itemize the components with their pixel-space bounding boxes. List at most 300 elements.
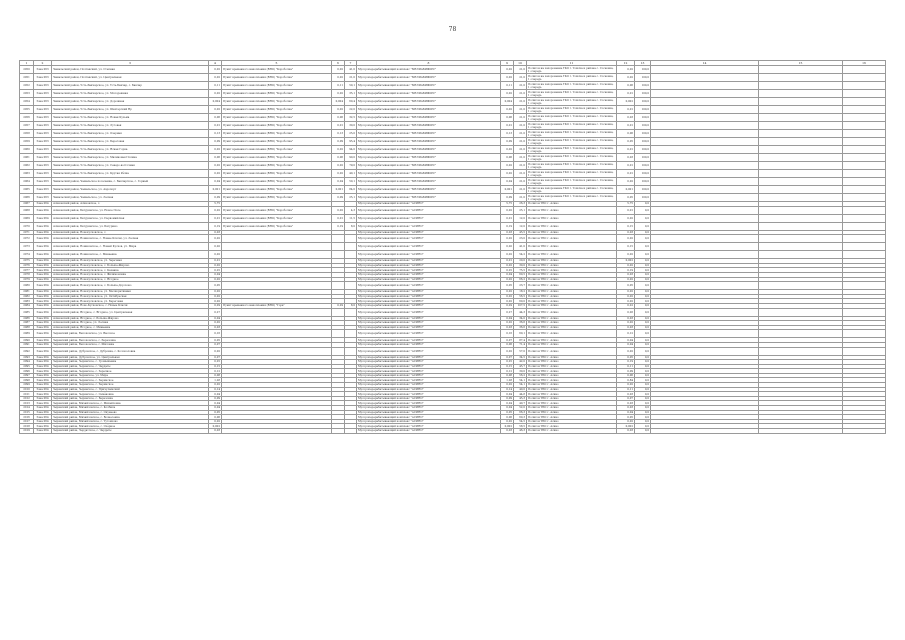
table-cell — [843, 130, 886, 138]
table-cell: Асиновский район, Новиковское, с. Новые Ключи, ул. Лесная — [52, 235, 209, 243]
table-cell: 21,0 — [514, 146, 527, 154]
table-cell: 0,02 — [209, 106, 222, 114]
table-cell: 0,19 — [209, 222, 222, 230]
table-cell: Мусороперерабатывающий комплекс "АСИНО" — [357, 360, 501, 365]
table-cell — [651, 114, 759, 122]
table-cell: Мусороперерабатывающий комплекс "АСИНО" — [357, 347, 501, 355]
table-cell: 2052 — [20, 82, 34, 90]
table-cell: Пункт временного накопления (ВНО) "Коробочка" — [222, 214, 332, 222]
table-cell: 0,01 — [617, 206, 635, 214]
table-cell: 100,0 — [635, 66, 651, 74]
table-cell: 25,1 — [345, 194, 357, 202]
table-cell — [651, 98, 759, 106]
table-cell: Асиновский район, Новиковское, с. Минаевка — [52, 251, 209, 259]
table-cell: 0,09 — [501, 194, 514, 202]
table-cell: 0,02 — [209, 419, 222, 424]
table-cell: Асиновский район, Батуринское, ул. Первомайская — [52, 214, 209, 222]
table-cell: 40,1 — [345, 170, 357, 178]
table-cell: 2092 — [20, 347, 34, 355]
table-cell: 0,0 — [635, 383, 651, 388]
table-cell: 0,05 — [501, 410, 514, 415]
table-cell — [651, 214, 759, 222]
table-cell: Зона 064 — [34, 214, 52, 222]
table-cell: 0,12 — [617, 330, 635, 338]
table-cell: 2095 — [20, 364, 34, 369]
table-cell: Полигон ТБО г. Асино — [527, 308, 617, 316]
table-cell: 5,75 — [501, 202, 514, 207]
table-cell: 0,02 — [501, 251, 514, 259]
table-cell: 0,06 — [617, 82, 635, 90]
table-cell — [759, 90, 843, 98]
table-cell: Зона 064 — [34, 429, 52, 434]
table-cell: Полигон ТБО г. Асино — [527, 259, 617, 264]
table-cell: Зона 064 — [34, 378, 52, 383]
table-cell: 0,02 — [209, 74, 222, 82]
table-cell: 0,0 — [635, 214, 651, 222]
table-cell: 0,02 — [617, 263, 635, 268]
table-cell — [843, 186, 886, 194]
table-cell — [759, 429, 843, 434]
table-cell: 0,04 — [617, 342, 635, 347]
table-cell: 2055 — [20, 106, 34, 114]
table-cell: 0,0 — [635, 396, 651, 401]
table-cell: Мусороперерабатывающий комплекс "АСИНО" — [357, 235, 501, 243]
table-cell: 2080 — [20, 282, 34, 290]
table-cell: 0,15 — [501, 364, 514, 369]
table-cell: 0,02 — [617, 294, 635, 299]
table-cell: 2079 — [20, 277, 34, 282]
table-cell: 0,20 — [209, 243, 222, 251]
table-cell: 0,03 — [501, 325, 514, 330]
table-cell: Полигон на захоронение ТКО г. Томска и района с. Сосновка, 1 очередь — [527, 114, 617, 122]
table-cell: 0,04 — [501, 401, 514, 406]
table-cell: Зона 064 — [34, 330, 52, 338]
table-cell: Зона 064 — [34, 419, 52, 424]
table-cell: 60,0 — [514, 299, 527, 304]
table-cell — [843, 243, 886, 251]
table-cell: 0,09 — [501, 396, 514, 401]
table-cell: Мусороперерабатывающий комплекс "АСИНО" — [357, 415, 501, 420]
table-cell: 2070 — [20, 222, 34, 230]
table-cell: 0,09 — [209, 194, 222, 202]
table-cell: Полигон ТБО г. Асино — [527, 299, 617, 304]
table-cell: Чамальский район, Усть-Бакчарское, ул. Малиновая Поляна — [52, 154, 209, 162]
table-cell — [759, 194, 843, 202]
table-cell — [843, 194, 886, 202]
table-cell: Полигон ТБО г. Асино — [527, 282, 617, 290]
table-cell: Мусороперерабатывающий комплекс "МЕЛИАБИФОРС" — [357, 154, 501, 162]
table-cell: Зона 063 — [34, 154, 52, 162]
table-cell — [843, 222, 886, 230]
table-cell: 0,0 — [635, 330, 651, 338]
table-cell: 90,0 — [345, 154, 357, 162]
table-cell: 0,0 — [635, 202, 651, 207]
table-cell: Зона 063 — [34, 186, 52, 194]
table-cell: 0,02 — [617, 277, 635, 282]
table-cell: Полигон ТБО г. Асино — [527, 277, 617, 282]
table-cell: Мусороперерабатывающий комплекс "АСИНО" — [357, 410, 501, 415]
table-cell: Мусороперерабатывающий комплекс "АСИНО" — [357, 268, 501, 273]
table-cell: 0,01 — [617, 122, 635, 130]
table-cell: Полигон на захоронение ТКО г. Томска и района с. Сосновка, 1 очередь — [527, 90, 617, 98]
column-number: 9 — [501, 61, 514, 66]
table-cell: Зона 064 — [34, 303, 52, 308]
table-cell: 2073 — [20, 243, 34, 251]
column-number: 7 — [345, 61, 357, 66]
table-cell — [222, 251, 332, 259]
table-cell: 0,03 — [617, 316, 635, 321]
table-cell: Пункт временного накопления (ВНО) "Коробочка" — [222, 206, 332, 214]
table-cell: 0,02 — [209, 66, 222, 74]
table-cell: Асиновский район, Новокусковское, с. Больше-Дорохово — [52, 282, 209, 290]
table-cell: 21,0 — [514, 122, 527, 130]
table-cell: Мусороперерабатывающий комплекс "АСИНО" — [357, 387, 501, 392]
table-cell: 0,04 — [617, 410, 635, 415]
table-row — [20, 214, 886, 222]
table-cell: 8,0 — [345, 222, 357, 230]
table-cell: 2059 — [20, 138, 34, 146]
table-cell: 0,06 — [332, 154, 345, 162]
table-cell — [759, 330, 843, 338]
table-cell: 87,4 — [514, 338, 527, 343]
table-cell: 0,0 — [635, 277, 651, 282]
table-cell — [843, 138, 886, 146]
table-cell: 0,02 — [501, 299, 514, 304]
table-row — [20, 162, 886, 170]
table-row — [20, 235, 886, 243]
table-cell: Зырянский район, Высоковское, ул. Высокое — [52, 330, 209, 338]
table-cell: Полигон ТБО г. Асино — [527, 268, 617, 273]
table-cell: Мусороперерабатывающий комплекс "АСИНО" — [357, 325, 501, 330]
table-cell: Зона 063 — [34, 194, 52, 202]
table-cell: Мусороперерабатывающий комплекс "АСИНО" — [357, 429, 501, 434]
table-cell: 0,02 — [332, 170, 345, 178]
table-cell: 2109 — [20, 429, 34, 434]
table-cell: 0,25 — [209, 268, 222, 273]
table-cell — [843, 347, 886, 355]
table-cell: Асиновский район, Новиковское, с. Новый Кусков, ул. Мира — [52, 243, 209, 251]
table-cell: 0,09 — [501, 138, 514, 146]
table-cell: 0,02 — [209, 290, 222, 295]
table-cell: Пункт временного накопления (ВНО) "Коробочка" — [222, 162, 332, 170]
table-cell: Полигон на захоронение ТКО г. Томска и района с. Сосновка, 1 очередь — [527, 106, 617, 114]
table-cell: 0,15 — [209, 364, 222, 369]
table-cell: 60,3 — [514, 415, 527, 420]
table-cell: Мусороперерабатывающий комплекс "АСИНО" — [357, 303, 501, 308]
table-cell: 100,0 — [635, 74, 651, 82]
table-cell — [759, 122, 843, 130]
table-cell — [759, 347, 843, 355]
table-cell: Зона 063 — [34, 82, 52, 90]
table-cell: 0,05 — [501, 282, 514, 290]
table-cell: 0,02 — [332, 90, 345, 98]
table-cell: 0,0 — [635, 235, 651, 243]
table-cell: 0,29 — [501, 303, 514, 308]
table-cell — [843, 90, 886, 98]
table-cell — [843, 170, 886, 178]
table-cell: Зона 064 — [34, 364, 52, 369]
column-number: 12 — [617, 61, 635, 66]
table-cell: 0,29 — [209, 303, 222, 308]
table-row — [20, 114, 886, 122]
table-cell — [332, 330, 345, 338]
table-cell: 2067 — [20, 202, 34, 207]
table-cell: 2051 — [20, 74, 34, 82]
table-cell: Мусороперерабатывающий комплекс "АСИНО" — [357, 424, 501, 429]
table-cell: 95,4 — [345, 138, 357, 146]
table-cell: 0,02 — [501, 106, 514, 114]
table-cell — [759, 222, 843, 230]
table-cell: 8,0 — [345, 303, 357, 308]
table-cell — [843, 74, 886, 82]
table-cell — [651, 74, 759, 82]
table-cell: Чамальский район, Усть-Бакчарское, ул. Дорожная — [52, 98, 209, 106]
table-cell: Асиновский район, Новокусковское, ул. Октябрьская — [52, 294, 209, 299]
table-cell: 100,0 — [635, 98, 651, 106]
table-cell: Пункт временного накопления (ВНО) "Гора" — [222, 303, 332, 308]
table-row — [20, 130, 886, 138]
table-cell: 0,02 — [501, 170, 514, 178]
table-cell: Полигон ТБО г. Асино — [527, 243, 617, 251]
table-cell: Зырянский район, Дубровское, ул. Центральная — [52, 355, 209, 360]
table-cell: Чамальский район, Полтавский, ул. Степная — [52, 66, 209, 74]
table-cell: Зырянский район, Михайловское, с. Колбиха — [52, 406, 209, 411]
table-cell — [651, 429, 759, 434]
table-cell — [651, 178, 759, 186]
table-cell: Полигон на захоронение ТКО г. Томска и района с. Сосновка, 1 очередь — [527, 98, 617, 106]
table-row — [20, 170, 886, 178]
table-cell: Пункт временного накопления (ВНО) "Коробочка" — [222, 74, 332, 82]
table-cell: Полигон ТБО г. Асино — [527, 325, 617, 330]
table-cell: Зона 063 — [34, 170, 52, 178]
table-cell: 0,29 — [332, 303, 345, 308]
column-number: 1 — [20, 61, 34, 66]
table-cell: 0,05 — [617, 194, 635, 202]
table-cell: Зона 063 — [34, 122, 52, 130]
table-cell — [651, 122, 759, 130]
table-cell: Мусороперерабатывающий комплекс "АСИНО" — [357, 263, 501, 268]
table-cell: Полигон ТБО г. Асино — [527, 290, 617, 295]
table-cell: Полигон ТБО г. Асино — [527, 294, 617, 299]
table-cell: 2093 — [20, 355, 34, 360]
table-cell: Зона 064 — [34, 290, 52, 295]
page-number: 78 — [448, 26, 457, 33]
table-cell: 41,0 — [514, 243, 527, 251]
table-cell: 2098 — [20, 378, 34, 383]
table-row — [20, 194, 886, 202]
table-cell: 0,02 — [501, 347, 514, 355]
table-cell: Полигон ТБО г. Асино — [527, 415, 617, 420]
table-cell — [332, 429, 345, 434]
table-cell: Зона 064 — [34, 251, 52, 259]
table-cell: 0,02 — [209, 321, 222, 326]
table-row — [20, 429, 886, 434]
table-cell: 30,0 — [514, 263, 527, 268]
table-cell: 0,01 — [501, 259, 514, 264]
table-row — [20, 347, 886, 355]
table-cell: 0,05 — [209, 410, 222, 415]
table-cell: 36,6 — [514, 321, 527, 326]
table-cell: 0,02 — [209, 90, 222, 98]
table-cell: Мусороперерабатывающий комплекс "МЕЛИАБИФОРС" — [357, 106, 501, 114]
table-cell — [843, 308, 886, 316]
table-cell — [759, 235, 843, 243]
table-cell: 21,0 — [514, 138, 527, 146]
table-cell: Мусороперерабатывающий комплекс "АСИНО" — [357, 282, 501, 290]
table-cell: Зона 064 — [34, 342, 52, 347]
table-cell: Зона 063 — [34, 66, 52, 74]
table-cell: Асиновский район, Новокусковское, с. — [52, 230, 209, 235]
table-cell: 0,01 — [209, 214, 222, 222]
table-cell — [222, 347, 332, 355]
table-cell: 0,04 — [501, 178, 514, 186]
table-cell — [843, 82, 886, 90]
table-cell: 66,2 — [514, 277, 527, 282]
table-row — [20, 206, 886, 214]
table-cell: 2108 — [20, 424, 34, 429]
table-cell: Зырянский район, Зырянское, с. Причулымский — [52, 387, 209, 392]
table-cell: 0,02 — [617, 419, 635, 424]
table-cell: 0,03 — [501, 429, 514, 434]
table-cell: 0,02 — [501, 146, 514, 154]
table-cell: 0,09 — [332, 138, 345, 146]
table-cell: 0,02 — [501, 419, 514, 424]
table-cell: Мусороперерабатывающий комплекс "МЕЛИАБИФОРС" — [357, 130, 501, 138]
table-cell: 0,15 — [617, 243, 635, 251]
table-cell: Пункт временного накопления (ВНО) "Коробочка" — [222, 146, 332, 154]
table-cell: 0,03 — [209, 230, 222, 235]
table-cell: 0,02 — [209, 277, 222, 282]
table-cell: Полигон на захоронение ТКО г. Томска и района с. Сосновка, 1 очередь — [527, 138, 617, 146]
table-row — [20, 308, 886, 316]
table-cell: 23,7 — [514, 282, 527, 290]
table-cell: Чамальский район, Полтавский, ул. Центральная — [52, 74, 209, 82]
table-cell: Асиновский район, Новокусковское, ул. Мелиоративная — [52, 290, 209, 295]
table-cell: Чамальский район, Усть-Бакчарское, ул. Луговая — [52, 122, 209, 130]
table-cell: 100,0 — [635, 114, 651, 122]
table-cell: Полигон ТБО г. Асино — [527, 342, 617, 347]
table-cell: Зона 063 — [34, 162, 52, 170]
table-row — [20, 90, 886, 98]
table-cell: 0,06 — [209, 415, 222, 420]
table-cell — [843, 146, 886, 154]
table-cell: 0,03 — [617, 272, 635, 277]
table-cell: 25,1 — [514, 206, 527, 214]
table-cell: Пункт временного накопления (ВНО) "Коробочка" — [222, 222, 332, 230]
table-cell: 0,0 — [635, 251, 651, 259]
table-cell — [651, 330, 759, 338]
table-cell: Мусороперерабатывающий комплекс "АСИНО" — [357, 338, 501, 343]
table-cell: 60,4 — [345, 98, 357, 106]
table-cell: 107,5 — [514, 303, 527, 308]
column-number: 8 — [357, 61, 501, 66]
table-cell: 54,1 — [514, 378, 527, 383]
column-number: 6 — [332, 61, 345, 66]
table-cell: Зона 064 — [34, 243, 52, 251]
waste-flow-table — [19, 60, 886, 434]
table-cell: 25,0 — [345, 130, 357, 138]
table-cell: Мусороперерабатывающий комплекс "АСИНО" — [357, 316, 501, 321]
table-cell — [222, 243, 332, 251]
table-cell — [759, 206, 843, 214]
table-cell: Зона 064 — [34, 202, 52, 207]
table-cell: 2106 — [20, 415, 34, 420]
table-cell: Полигон ТБО г. Асино — [527, 230, 617, 235]
table-cell: 2078 — [20, 272, 34, 277]
table-cell: 2072 — [20, 235, 34, 243]
table-cell: 2069 — [20, 214, 34, 222]
table-cell: 21,0 — [514, 74, 527, 82]
table-row — [20, 243, 886, 251]
table-cell: Полигон ТБО г. Асино — [527, 206, 617, 214]
table-cell: Пункт временного накопления (ВНО) "Коробочка" — [222, 90, 332, 98]
table-cell — [222, 429, 332, 434]
table-row — [20, 330, 886, 338]
table-cell: 0,02 — [209, 235, 222, 243]
table-cell: 42,0 — [514, 360, 527, 365]
table-cell — [759, 66, 843, 74]
table-cell: 0,20 — [501, 243, 514, 251]
table-cell: Мусороперерабатывающий комплекс "АСИНО" — [357, 294, 501, 299]
table-cell — [759, 251, 843, 259]
table-cell: Полигон ТБО г. Асино — [527, 419, 617, 424]
table-cell: 30,0 — [345, 122, 357, 130]
table-cell: 0,0 — [635, 360, 651, 365]
table-cell: 0,02 — [617, 299, 635, 304]
table-cell: Зырянский район, Михайловское, с. Михайловка — [52, 401, 209, 406]
table-cell: Полигон ТБО г. Асино — [527, 406, 617, 411]
table-cell — [345, 251, 357, 259]
table-cell: 0,03 — [617, 401, 635, 406]
table-cell — [222, 308, 332, 316]
table-cell: 0,0 — [635, 347, 651, 355]
table-cell: Зона 064 — [34, 410, 52, 415]
table-cell: Мусороперерабатывающий комплекс "АСИНО" — [357, 308, 501, 316]
table-cell: Пункт временного накопления (ВНО) "Коробочка" — [222, 122, 332, 130]
table-cell: 0,01 — [501, 122, 514, 130]
table-cell: 0,06 — [501, 154, 514, 162]
table-cell: Мусороперерабатывающий комплекс "АСИНО" — [357, 342, 501, 347]
column-number: 11 — [527, 61, 617, 66]
table-cell — [345, 429, 357, 434]
table-cell — [843, 66, 886, 74]
table-cell: 21,0 — [345, 74, 357, 82]
table-cell: Пункт временного накопления (ВНО) "Коробочка" — [222, 170, 332, 178]
table-cell: 2101 — [20, 392, 34, 397]
table-cell: 0,0 — [635, 387, 651, 392]
table-cell: 0,02 — [209, 146, 222, 154]
table-cell: 0,06 — [501, 114, 514, 122]
table-cell: 0,0 — [635, 299, 651, 304]
table-cell: 0,02 — [332, 162, 345, 170]
table-cell: 0,02 — [617, 251, 635, 259]
table-cell: Зона 064 — [34, 338, 52, 343]
table-cell: Зона 064 — [34, 206, 52, 214]
table-cell: Мусороперерабатывающий комплекс "МЕЛИАБИФОРС" — [357, 122, 501, 130]
table-cell: 0,02 — [617, 178, 635, 186]
table-cell: 26,3 — [514, 202, 527, 207]
table-cell: 2107 — [20, 419, 34, 424]
table-cell — [759, 98, 843, 106]
table-cell — [651, 170, 759, 178]
table-cell: Мусороперерабатывающий комплекс "АСИНО" — [357, 419, 501, 424]
table-cell: 0,0 — [635, 230, 651, 235]
table-cell: 0,05 — [617, 138, 635, 146]
table-cell: 0,04 — [501, 406, 514, 411]
table-cell: 0,08 — [501, 373, 514, 378]
table-cell: 0,02 — [501, 321, 514, 326]
table-cell: 0,02 — [501, 74, 514, 82]
